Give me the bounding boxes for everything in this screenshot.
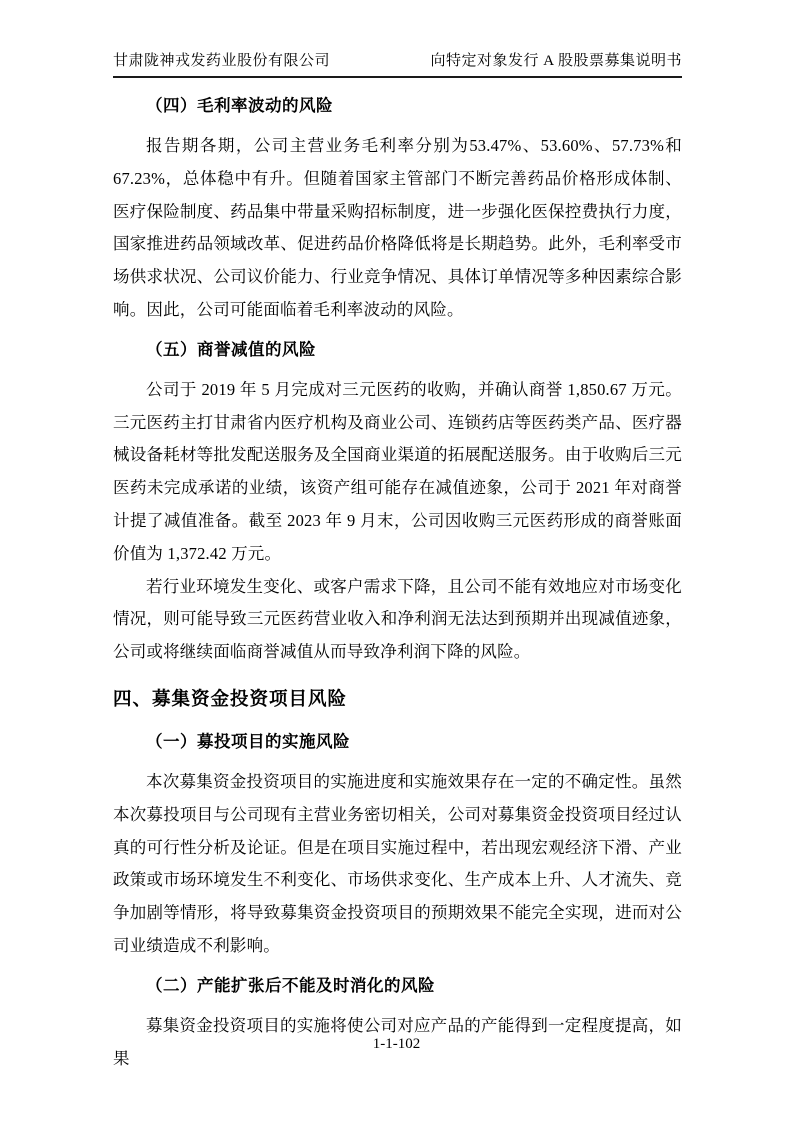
page-footer: [0, 1036, 793, 1053]
document-body: [113, 90, 682, 1075]
paragraph-gross-margin: 报告期各期，公司主营业务毛利率分别为53.47%、53.60%、57.73%和67.23%，总体稳中有升。但随着国家主管部门不断完善药品价格形成体制、医疗保险制度、药品集中带量采购招标制度，进一步强化医保控费执行力度，国家推进药品领域改革、促进药品价格降低将是长期趋势。此外，毛利率受市场供求状况、公司议价能力、行业竞争情况、具体订单情况等多种因素综合影响。因此，公司可能面临着毛利率波动的风险。: [113, 136, 682, 319]
page-number: 1-1-102: [372, 1036, 421, 1052]
heading-gross-margin-risk: （四）毛利率波动的风险: [146, 97, 333, 115]
paragraph-implementation: 本次募集资金投资项目的实施进度和实施效果存在一定的不确定性。虽然本次募投项目与公司现有主营业务密切相关，公司对募集资金投资项目经过认真的可行性分析及论证。但是在项目实施过程中，若出现宏观经济下滑、产业政策或市场环境发生不利变化、市场供求变化、生产成本上升、人才流失、竞争加剧等情形，将导致募集资金投资项目的预期效果不能完全实现，进而对公司业绩造成不利影响。: [113, 771, 682, 955]
page-header: [113, 0, 682, 78]
header-company-name: 甘肃陇神戎发药业股份有限公司: [113, 53, 331, 69]
heading-fundraising-project-risk: 四、募集资金投资项目风险: [113, 687, 348, 709]
paragraph-goodwill-acquisition: 公司于 2019 年 5 月完成对三元医药的收购，并确认商誉 1,850.67 万元。三元医药主打甘肃省内医疗机构及商业公司、连锁药店等医药类产品、医疗器械设备耗材等批发配送服务及全国商业渠道的拓展配送服务。由于收购后三元医药未完成承诺的业绩，该资产组可能存在减值迹象，公司于 2021 年对商誉计提了减值准备。截至 2023 年 9 月末，公司因收购三元医药形成的商誉账面价值为 1,372.42 万元。: [113, 379, 682, 563]
paragraph-goodwill-warning: 若行业环境发生变化、或客户需求下降，且公司不能有效地应对市场变化情况，则可能导致三元医药营业收入和净利润无法达到预期并出现减值迹象，公司或将继续面临商誉减值从而导致净利润下降的风险。: [113, 576, 682, 662]
heading-capacity-digestion-risk: （二）产能扩张后不能及时消化的风险: [146, 976, 435, 995]
header-document-title: 向特定对象发行 A 股股票募集说明书: [430, 53, 682, 69]
page-content: [113, 0, 682, 1075]
paragraph-capacity: 募集资金投资项目的实施将使公司对应产品的产能得到一定程度提高，如果: [113, 1015, 682, 1068]
heading-implementation-risk: （一）募投项目的实施风险: [146, 732, 350, 751]
heading-goodwill-impairment-risk: （五）商誉减值的风险: [146, 340, 316, 359]
